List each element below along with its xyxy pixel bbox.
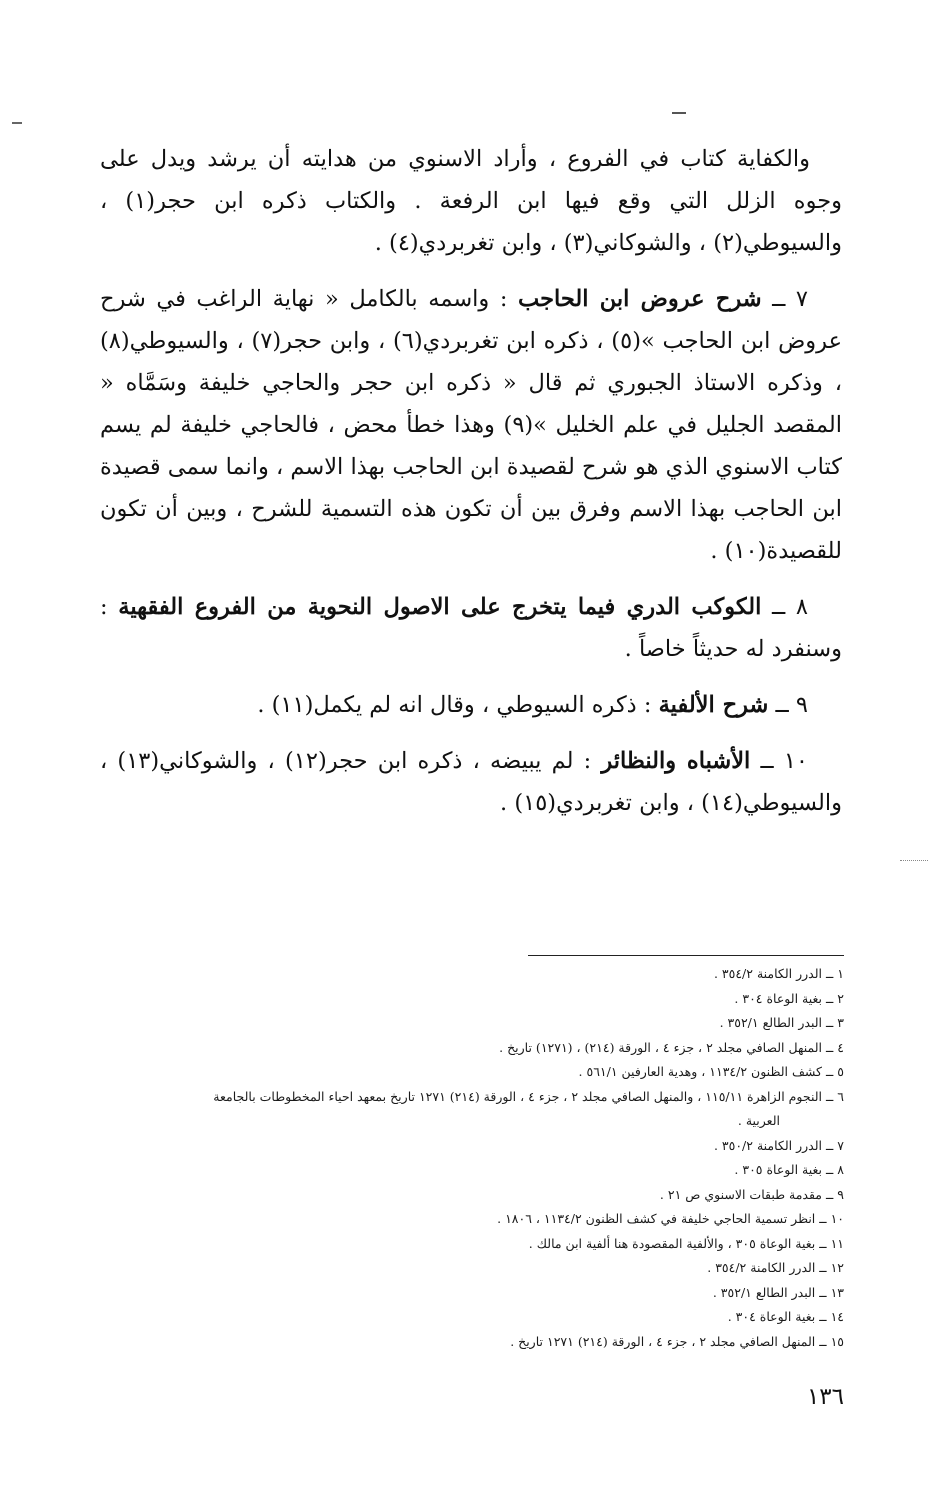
item-10: [100, 740, 842, 824]
footnote: ٨ ــ بغية الوعاة ٣٠٥ .: [734, 1162, 844, 1177]
footnote-separator: [528, 955, 844, 956]
item-8-title: الكوكب الدري فيما يتخرج على الاصول النحوية من الفروع الفقهية: [118, 594, 762, 620]
footnote: ٥ ــ كشف الظنون ١١٣٤/٢ ، وهدية العارفين ٥٦١/١ .: [578, 1064, 844, 1079]
footnote: ١٣ ــ البدر الطالع ٣٥٢/١ .: [712, 1284, 844, 1300]
item-9: [100, 684, 842, 726]
item-10-text: : لم يبيضه ، ذكره ابن حجر(١٢) ، والشوكاني(١٣) ، والسيوطي(١٤) ، وابن تغربردي(١٥) .: [100, 748, 842, 816]
item-9-number: ٩ ــ: [768, 692, 808, 718]
item-7-title: شرح عروض ابن الحاجب: [518, 286, 762, 312]
footnote-continuation: العربية .: [737, 1113, 780, 1128]
footnote: ١٤ ــ بغية الوعاة ٣٠٤ .: [727, 1309, 844, 1324]
item-10-number: ١٠ ــ: [750, 748, 808, 774]
footnote: ٩ ــ مقدمة طبقات الاسنوي ص ٢١ .: [659, 1186, 844, 1202]
item-8: [100, 586, 842, 670]
item-7-number: ٧ ــ: [761, 286, 809, 312]
item-9-text: : ذكره السيوطي ، وقال انه لم يكمل(١١) .: [257, 692, 659, 718]
item-7: [100, 278, 842, 572]
footnote: ٧ ــ الدرر الكامنة ٣٥٠/٢ .: [713, 1137, 844, 1153]
paragraph-kifaya: والكفاية كتاب في الفروع ، وأراد الاسنوي من هدايته أن يرشد ويدل على وجوه الزلل التي وقع فيها ابن الرفعة . والكتاب ذكره ابن حجر(١) ، والسيوطي(٢) ، والشوكاني(٣) ، وابن تغربردي(٤) .: [100, 146, 842, 256]
item-7-text: : واسمه بالكامل « نهاية الراغب في شرح عروض ابن الحاجب »(٥) ، ذكره ابن تغربردي(٦) ، وابن حجر(٧) ، والسيوطي(٨) ، وذكره الاستاذ الجبوري ثم قال « ذكره ابن حجر والحاجي خليفة وسَمَّاه « المقصد الجليل في علم الخليل »(٩) وهذا خطأ محض ، فالحاجي خليفة لم يسم كتاب الاسنوي الذي هو شرح لقصيدة ابن الحاجب بهذا الاسم ، وانما سمى قصيدة ابن الحاجب بهذا الاسم وفرق بين أن تكون هذه التسمية للشرح ، وبين أن تكون للقصيدة(١٠) .: [100, 286, 842, 564]
footnote: ١١ ــ بغية الوعاة ٣٠٥ ، والألفية المقصودة هنا ألفية ابن مالك .: [528, 1235, 844, 1251]
footnote: ٣ ــ البدر الطالع ٣٥٢/١ .: [719, 1015, 844, 1030]
footnote: ٢ ــ بغية الوعاة ٣٠٤ .: [734, 990, 844, 1006]
footnote: ١٠ ــ انظر تسمية الحاجي خليفة في كشف الظنون ١١٣٤/٢ ، ١٨٠٦ .: [497, 1211, 844, 1226]
footnotes: [80, 962, 844, 1354]
footnote: ١ ــ الدرر الكامنة ٣٥٤/٢ .: [713, 966, 844, 981]
main-text: [100, 138, 842, 824]
scan-mark-top: [672, 112, 686, 114]
page-number: ١٣٦: [806, 1384, 844, 1410]
scan-mark-right: [900, 860, 928, 862]
footnote: ٦ ــ النجوم الزاهرة ١١٥/١١ ، والمنهل الصافي مجلد ٢ ، جزء ٤ ، الورقة (٢١٤) ١٢٧١ تاريخ بمعهد احياء المخطوطات بالجامعة: [213, 1088, 844, 1104]
item-9-title: شرح الألفية: [658, 692, 769, 718]
footnote: ١٢ ــ الدرر الكامنة ٣٥٤/٢ .: [707, 1260, 844, 1275]
item-8-number: ٨ ــ: [761, 594, 809, 620]
item-8-text: : وسنفرد له حديثاً خاصاً .: [100, 594, 842, 662]
scan-mark-left: [12, 122, 22, 124]
footnote: ٤ ــ المنهل الصافي مجلد ٢ ، جزء ٤ ، الورقة (٢١٤) ، (١٢٧١) تاريخ .: [499, 1039, 844, 1055]
item-10-title: الأشباه والنظائر: [601, 748, 751, 774]
footnote: ١٥ ــ المنهل الصافي مجلد ٢ ، جزء ٤ ، الورقة (٢١٤) ١٢٧١ تاريخ .: [510, 1333, 844, 1349]
